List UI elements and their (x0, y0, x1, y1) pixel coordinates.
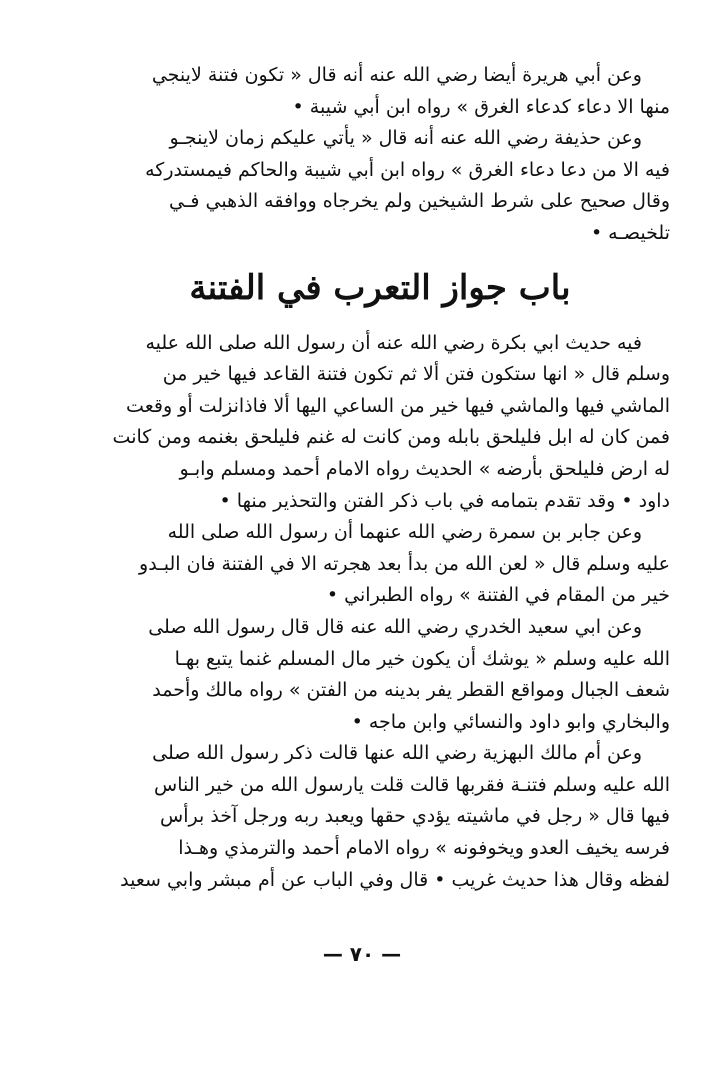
text-line: فمن كان له ابل فليلحق بابله ومن كانت له غنم فليلحق بغنمه ومن كانت (112, 426, 670, 449)
text-line: الله عليه وسلم فتنـة فقربها قالت قلت يارسول الله من خير الناس (154, 773, 670, 796)
text-line: فيه الا من دعا دعاء الغرق » رواه ابن أبي شيبة والحاكم فيمستدركه (145, 158, 670, 181)
chapter-heading: باب جواز التعرب في الفتنة (189, 267, 571, 308)
text-line: لفظه وقال هذا حديث غريب • قال وفي الباب عن أم مبشر وابي سعيد (120, 868, 670, 891)
text-line: منها الا دعاء كدعاء الغرق » رواه ابن أبي شيبة • (292, 95, 670, 118)
text-line: وعن ابي سعيد الخدري رضي الله عنه قال قال رسول الله صلى (148, 615, 642, 638)
text-line: الله عليه وسلم « يوشك أن يكون خير مال المسلم غنما يتبع بهـا (174, 647, 670, 670)
text-line: داود • وقد تقدم بتمامه في باب ذكر الفتن والتحذير منها • (219, 489, 670, 512)
text-line: فرسه يخيف العدو ويخوفونه » رواه الامام أحمد والترمذي وهـذا (178, 837, 670, 860)
text-line: وعن جابر بن سمرة رضي الله عنهما أن رسول الله صلى الله (167, 521, 642, 544)
page-body (90, 60, 670, 896)
text-line: خير من المقام في الفتنة » رواه الطبراني • (326, 584, 670, 607)
text-line: فيها قال « رجل في ماشيته يؤدي حقها ويعبد ربه ورجل آخذ برأس (160, 805, 670, 828)
text-line: فيه حديث ابي بكرة رضي الله عنه أن رسول الله صلى الله عليه (145, 331, 642, 354)
text-line: وسلم قال « انها ستكون فتن ألا ثم تكون فتنة القاعد فيها خير من (162, 363, 670, 386)
text-line: وعن أبي هريرة أيضا رضي الله عنه أنه قال « تكون فتنة لاينجي (151, 64, 642, 86)
text-line: له ارض فليلحق بأرضه » الحديث رواه الامام أحمد ومسلم وابـو (179, 457, 670, 480)
section-chapter (90, 328, 670, 897)
text-line: وقال صحيح على شرط الشيخين ولم يخرجاه ووافقه الذهبي فـي (168, 190, 670, 213)
text-line: الماشي فيها والماشي فيها خير من الساعي اليها ألا فاذانزلت أو وقعت (126, 394, 670, 417)
text-line: وعن حذيفة رضي الله عنه أنه قال « يأتي عليكم زمان لاينجـو (169, 127, 642, 150)
text-line: عليه وسلم قال « لعن الله من بدأ بعد هجرته الا في الفتنة فان البـدو (139, 552, 670, 575)
text-line: وعن أم مالك البهزية رضي الله عنها قالت ذكر رسول الله صلى (152, 742, 642, 765)
text-line: تلخيصـه • (590, 221, 670, 244)
text-line: شعف الجبال ومواقع القطر يفر بدينه من الفتن » رواه مالك وأحمد (152, 679, 670, 702)
section-intro (90, 60, 670, 250)
page-number: — ٧٠ — (322, 942, 402, 966)
text-line: والبخاري وابو داود والنسائي وابن ماجه • (351, 710, 670, 733)
